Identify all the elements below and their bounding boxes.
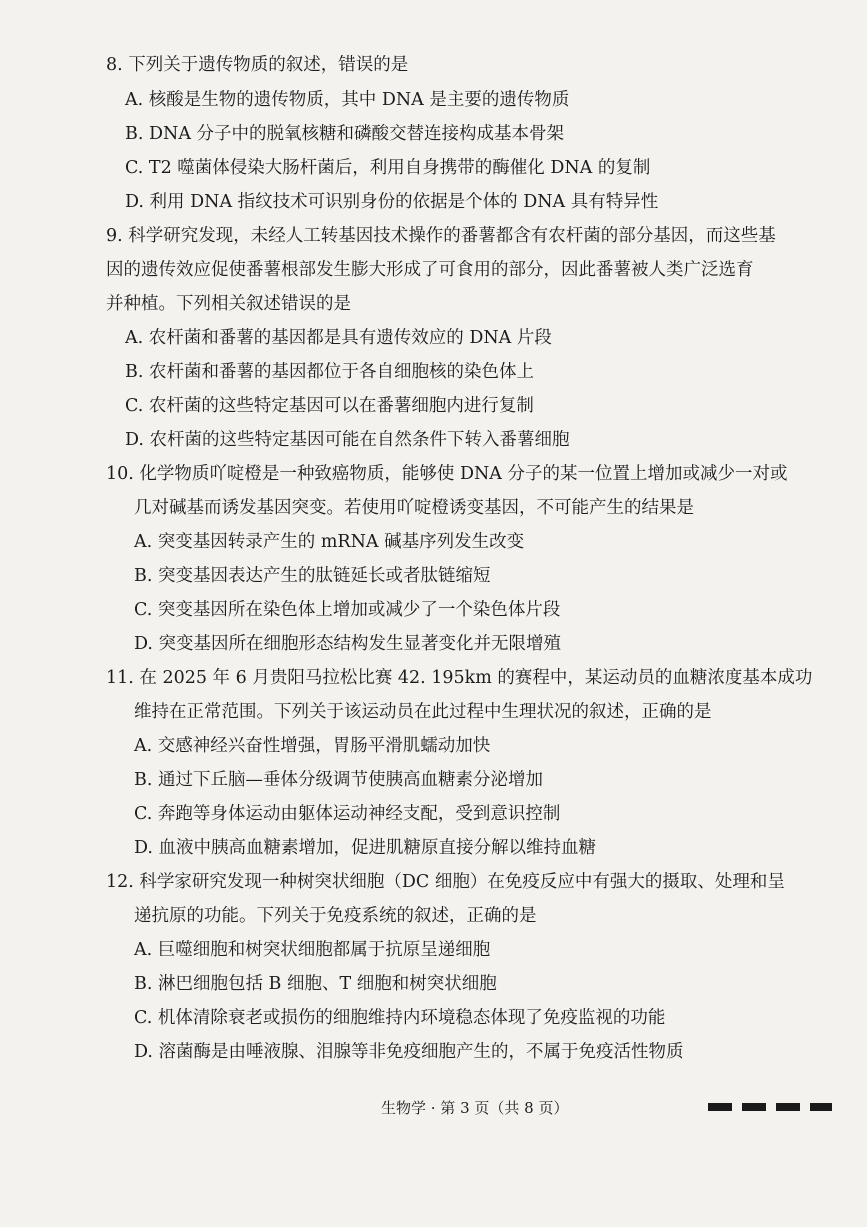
option-d: D. 血液中胰高血糖素增加，促进肌糖原直接分解以维持血糖 [134, 838, 597, 858]
option-b: B. 通过下丘脑—垂体分级调节使胰高血糖素分泌增加 [134, 770, 543, 790]
option-b: B. 农杆菌和番薯的基因都位于各自细胞核的染色体上 [125, 362, 534, 382]
option-d: D. 溶菌酶是由唾液腺、泪腺等非免疫细胞产生的，不属于免疫活性物质 [134, 1042, 684, 1062]
option-c: C. T2 噬菌体侵染大肠杆菌后，利用自身携带的酶催化 DNA 的复制 [125, 158, 651, 178]
option-b: B. 淋巴细胞包括 B 细胞、T 细胞和树突状细胞 [134, 974, 497, 994]
question-stem: 9. 科学研究发现，未经人工转基因技术操作的番薯都含有农杆菌的部分基因，而这些基 [106, 226, 776, 246]
option-b: B. DNA 分子中的脱氧核糖和磷酸交替连接构成基本骨架 [125, 124, 565, 144]
footer-registration-marks [708, 1103, 832, 1113]
question-stem: 几对碱基而诱发基因突变。若使用吖啶橙诱变基因，不可能产生的结果是 [134, 498, 694, 518]
question-stem: 因的遗传效应促使番薯根部发生膨大形成了可食用的部分，因此番薯被人类广泛选育 [106, 260, 754, 280]
option-d: D. 突变基因所在细胞形态结构发生显著变化并无限增殖 [134, 634, 562, 654]
registration-mark [742, 1103, 766, 1111]
page-number-footer: 生物学 · 第 3 页（共 8 页） [381, 1099, 569, 1117]
question-stem: 12. 科学家研究发现一种树突状细胞（DC 细胞）在免疫反应中有强大的摄取、处理和呈 [106, 872, 785, 892]
option-c: C. 机体清除衰老或损伤的细胞维持内环境稳态体现了免疫监视的功能 [134, 1008, 666, 1028]
registration-mark [810, 1103, 832, 1111]
option-a: A. 农杆菌和番薯的基因都是具有遗传效应的 DNA 片段 [125, 328, 552, 348]
registration-mark [708, 1103, 732, 1111]
option-b: B. 突变基因表达产生的肽链延长或者肽链缩短 [134, 566, 491, 586]
option-d: D. 利用 DNA 指纹技术可识别身份的依据是个体的 DNA 具有特异性 [125, 192, 659, 212]
question-stem: 维持在正常范围。下列关于该运动员在此过程中生理状况的叙述，正确的是 [134, 702, 712, 722]
question-stem: 递抗原的功能。下列关于免疫系统的叙述，正确的是 [134, 906, 537, 926]
option-c: C. 农杆菌的这些特定基因可以在番薯细胞内进行复制 [125, 396, 534, 416]
question-stem: 并种植。下列相关叙述错误的是 [106, 294, 351, 314]
option-c: C. 奔跑等身体运动由躯体运动神经支配，受到意识控制 [134, 804, 561, 824]
option-a: A. 巨噬细胞和树突状细胞都属于抗原呈递细胞 [134, 940, 491, 960]
registration-mark [776, 1103, 800, 1111]
option-c: C. 突变基因所在染色体上增加或减少了一个染色体片段 [134, 600, 561, 620]
question-stem: 11. 在 2025 年 6 月贵阳马拉松比赛 42. 195km 的赛程中，某运动员的血糖浓度基本成功 [106, 668, 813, 688]
question-stem: 10. 化学物质吖啶橙是一种致癌物质，能够使 DNA 分子的某一位置上增加或减少一对或 [106, 464, 788, 484]
option-d: D. 农杆菌的这些特定基因可能在自然条件下转入番薯细胞 [125, 430, 570, 450]
option-a: A. 交感神经兴奋性增强，胃肠平滑肌蠕动加快 [134, 736, 491, 756]
option-a: A. 突变基因转录产生的 mRNA 碱基序列发生改变 [134, 532, 525, 552]
option-a: A. 核酸是生物的遗传物质，其中 DNA 是主要的遗传物质 [125, 90, 570, 110]
question-stem: 8. 下列关于遗传物质的叙述，错误的是 [106, 55, 409, 75]
